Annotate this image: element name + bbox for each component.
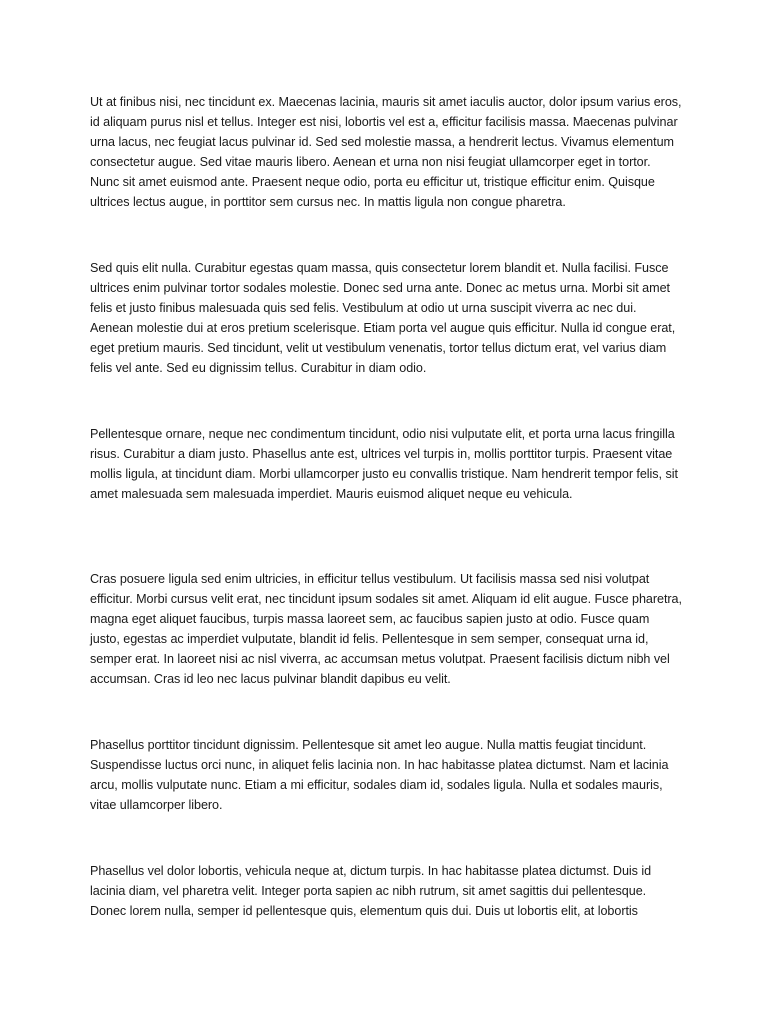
paragraph: Phasellus porttitor tincidunt dignissim. Pellentesque sit amet leo augue. Nulla mattis feugiat tincidunt. Suspendisse luctus orci nunc, in aliquet felis lacinia non. In hac habitasse platea dictumst. Nam et lacinia arcu, mollis vulputate nunc. Etiam a mi efficitur, sodales diam id, sodales ligula. Nulla et sodales mauris, vitae ullamcorper libero.: [90, 738, 669, 812]
paragraph: Phasellus vel dolor lobortis, vehicula neque at, dictum turpis. In hac habitasse platea dictumst. Duis id lacinia diam, vel pharetra velit. Integer porta sapien ac nibh rutrum, sit amet sagittis dui pellentesque. Donec lorem nulla, semper id pellentesque quis, elementum quis dui. Duis ut lobortis elit, at lobortis: [90, 864, 652, 918]
paragraph: Cras posuere ligula sed enim ultricies, in efficitur tellus vestibulum. Ut facilisis massa sed nisi volutpat efficitur. Morbi cursus velit erat, nec tincidunt ipsum sodales sit amet. Aliquam id elit augue. Fusce pharetra, magna eget aliquet faucibus, turpis massa laoreet sem, ac faucibus sapien justo at odio. Fusce quam justo, egestas ac imperdiet vulputate, blandit id felis. Pellentesque in sem semper, consequat urna id, semper erat. In laoreet nisi ac nisl viverra, ac accumsan metus volutpat. Praesent facilisis dictum nibh vel accumsan. Cras id leo nec lacus pulvinar blandit dapibus eu velit.: [90, 572, 682, 686]
paragraph: Ut at finibus nisi, nec tincidunt ex. Maecenas lacinia, mauris sit amet iaculis auctor, dolor ipsum varius eros, id aliquam purus nisl et tellus. Integer est nisi, lobortis vel est a, efficitur facilisis massa. Maecenas pulvinar urna lacus, nec feugiat lacus pulvinar id. Sed sed molestie massa, a hendrerit lectus. Vivamus elementum consectetur augue. Sed vitae mauris libero. Aenean et urna non nisi feugiat ullamcorper eget in tortor. Nunc sit amet euismod ante. Praesent neque odio, porta eu efficitur ut, tristique efficitur enim. Quisque ultrices lectus augue, in porttitor sem cursus nec. In mattis ligula non congue pharetra.: [90, 95, 682, 209]
paragraph: Pellentesque ornare, neque nec condimentum tincidunt, odio nisi vulputate elit, et porta urna lacus fringilla risus. Curabitur a diam justo. Phasellus ante est, ultrices vel turpis in, mollis porttitor turpis. Praesent vitae mollis ligula, at tincidunt diam. Morbi ullamcorper justo eu convallis tristique. Nam hendrerit tempor felis, sit amet malesuada sem malesuada imperdiet. Mauris euismod aliquet neque eu vehicula.: [90, 427, 678, 501]
paragraph: Sed quis elit nulla. Curabitur egestas quam massa, quis consectetur lorem blandit et. Nulla facilisi. Fusce ultrices enim pulvinar tortor sodales molestie. Donec sed urna ante. Donec ac metus urna. Morbi sit amet felis et justo finibus malesuada quis sed felis. Vestibulum at odio ut urna suscipit viverra ac nec dui. Aenean molestie dui at eros pretium scelerisque. Etiam porta vel augue quis efficitur. Nulla id congue erat, eget pretium mauris. Sed tincidunt, velit ut vestibulum venenatis, tortor tellus dictum erat, vel varius diam felis vel ante. Sed eu dignissim tellus. Curabitur in diam odio.: [90, 261, 676, 375]
